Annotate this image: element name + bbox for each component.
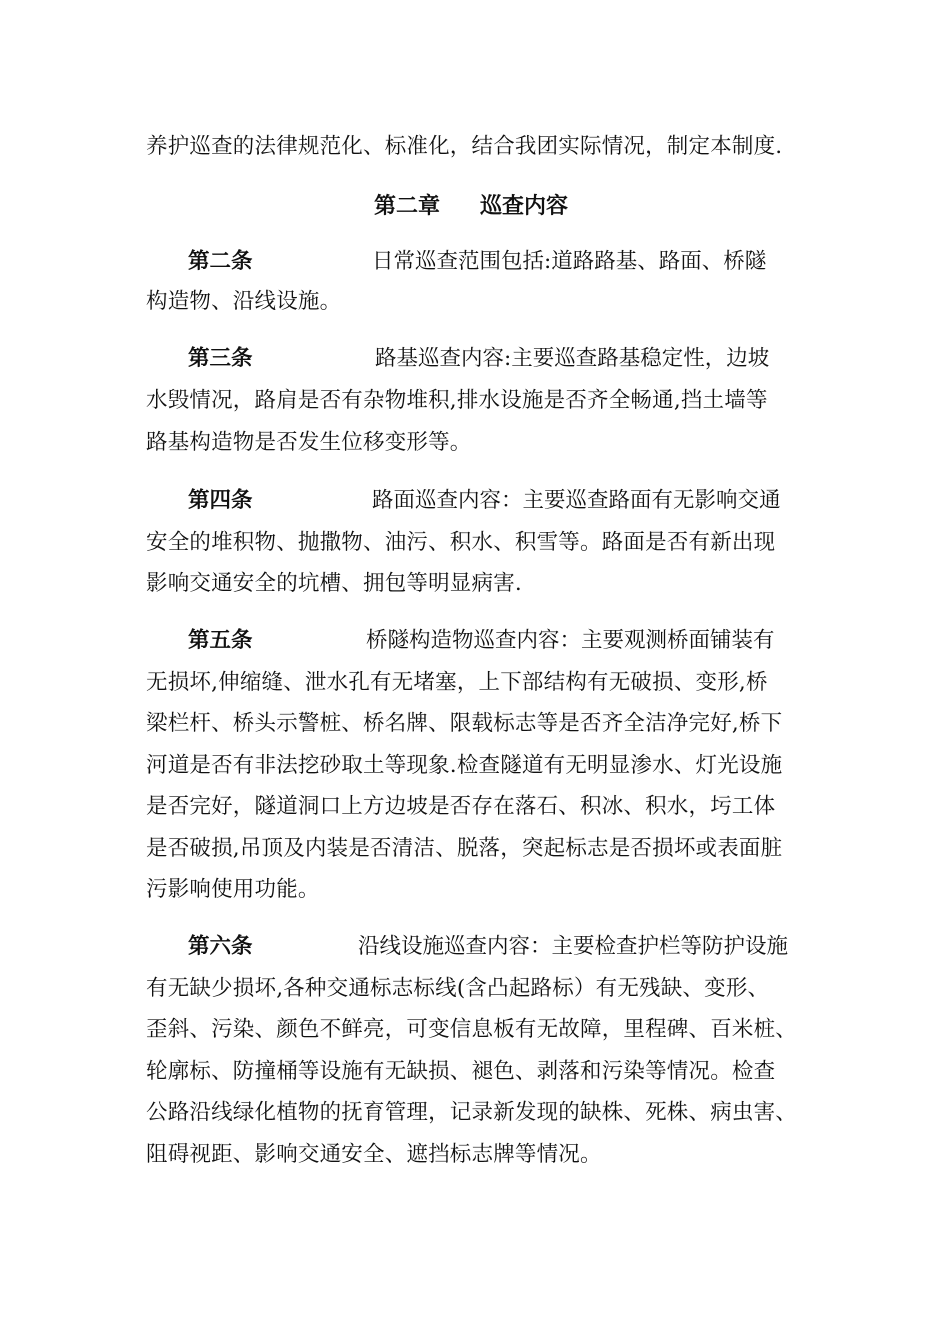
- article-3-line-1: 路基巡查内容:主要巡查路基稳定性，边坡: [375, 346, 770, 371]
- article-6-line-4: 轮廓标、防撞桶等设施有无缺损、褪色、剥落和污染等情况。检查: [146, 1059, 776, 1084]
- article-3-label: 第三条: [188, 346, 253, 371]
- article-4-label: 第四条: [188, 488, 253, 513]
- article-6-line-6: 阻碍视距、影响交通安全、遮挡标志牌等情况。: [146, 1142, 602, 1167]
- chapter-number: 第二章: [374, 194, 441, 219]
- chapter-title: 巡查内容: [480, 194, 569, 219]
- article-6-line-1: 沿线设施巡查内容：主要检查护栏等防护设施: [358, 934, 789, 959]
- article-6-line-2: 有无缺少损坏,各种交通标志标线(含凸起路标）有无残缺、变形、: [146, 976, 770, 1001]
- article-5-line-4: 河道是否有非法挖砂取土等现象.检查隧道有无明显渗水、灯光设施: [146, 753, 783, 778]
- article-5-line-2: 无损坏,伸缩缝、泄水孔有无堵塞，上下部结构有无破损、变形,桥: [146, 670, 768, 695]
- article-6-line-5: 公路沿线绿化植物的抚育管理，记录新发现的缺株、死株、病虫害、: [146, 1100, 798, 1125]
- article-3-line-3: 路基构造物是否发生位移变形等。: [146, 430, 472, 455]
- article-4-line-2: 安全的堆积物、抛撒物、油污、积水、积雪等。路面是否有新出现: [146, 530, 776, 555]
- article-5-label: 第五条: [188, 628, 253, 653]
- article-4-line-1: 路面巡查内容：主要巡查路面有无影响交通: [372, 488, 781, 513]
- article-4-line-3: 影响交通安全的坑槽、拥包等明显病害.: [146, 571, 522, 596]
- article-5-line-6: 是否破损,吊顶及内装是否清洁、脱落，突起标志是否损坏或表面脏: [146, 836, 783, 861]
- article-5-line-5: 是否完好，隧道洞口上方边坡是否存在落石、积冰、积水，圬工体: [146, 794, 776, 819]
- article-6-line-3: 歪斜、污染、颜色不鲜亮，可变信息板有无故障，里程碑、百米桩、: [146, 1017, 798, 1042]
- chapter-heading: [374, 192, 568, 222]
- article-6-label: 第六条: [188, 934, 253, 959]
- article-5-line-7: 污影响使用功能。: [146, 877, 320, 902]
- article-2-line-2: 构造物、沿线设施。: [146, 289, 342, 314]
- article-2-label: 第二条: [188, 249, 253, 274]
- article-5-line-1: 桥隧构造物巡查内容：主要观测桥面铺装有: [366, 628, 775, 653]
- article-5-line-3: 梁栏杆、桥头示警桩、桥名牌、限载标志等是否齐全洁净完好,桥下: [146, 711, 783, 736]
- intro-tail-text: 养护巡查的法律规范化、标准化，结合我团实际情况，制定本制度.: [146, 134, 783, 159]
- article-2-line-1: 日常巡查范围包括:道路路基、路面、桥隧: [372, 249, 767, 274]
- article-3-line-2: 水毁情况，路肩是否有杂物堆积,排水设施是否齐全畅通,挡土墙等: [146, 388, 768, 413]
